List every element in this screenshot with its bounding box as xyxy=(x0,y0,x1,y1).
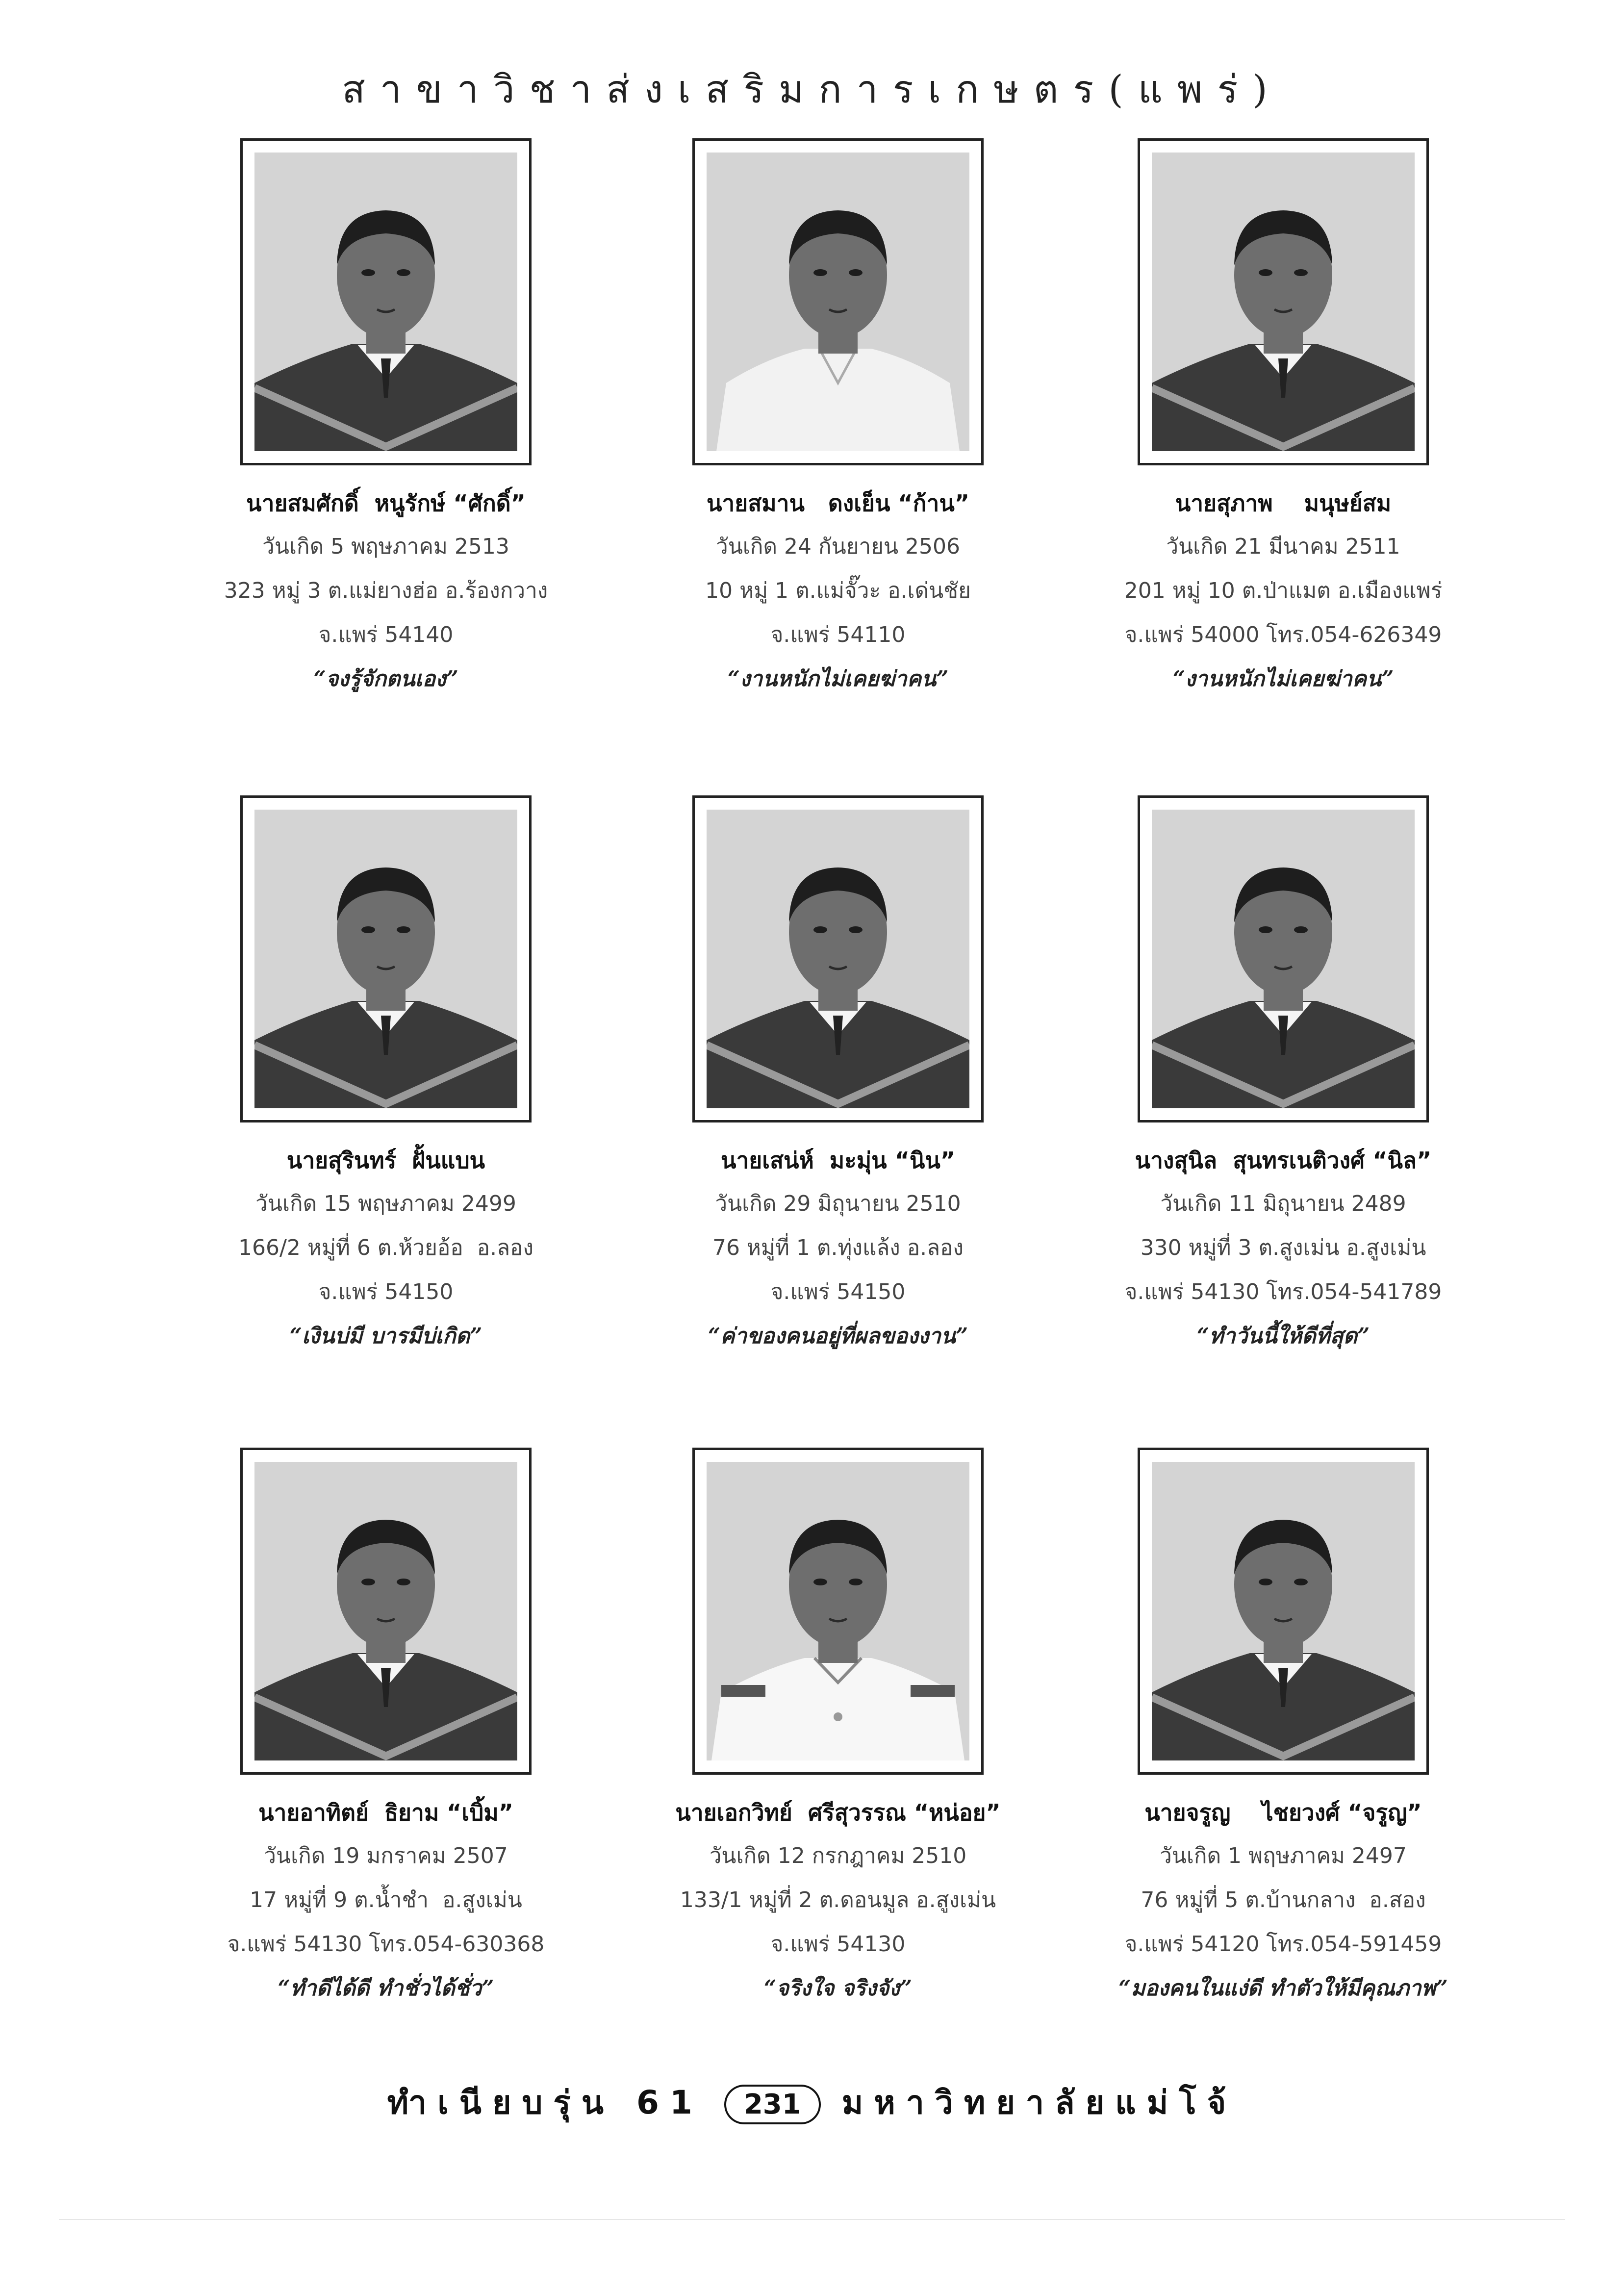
portrait-frame xyxy=(240,138,532,465)
portrait-photo xyxy=(1152,153,1415,451)
person-name: นายสุรินทร์ ฝั้นแบน xyxy=(286,1147,485,1173)
address-line: 166/2 หมู่ที่ 6 ต.ห้วยอ้อ อ.ลอง xyxy=(238,1235,533,1260)
address-line: 17 หมู่ที่ 9 ต.น้ำชำ อ.สูงเม่น xyxy=(250,1887,522,1912)
birth-date: วันเกิด 15 พฤษภาคม 2499 xyxy=(255,1191,516,1216)
birth-date: วันเกิด 19 มกราคม 2507 xyxy=(264,1843,508,1868)
person-name: นายสุภาพ มนุษย์สม xyxy=(1175,490,1392,516)
portrait-frame xyxy=(692,138,984,465)
birth-date: วันเกิด 24 กันยายน 2506 xyxy=(715,534,961,559)
province-phone: จ.แพร่ 54150 xyxy=(318,1279,454,1304)
motto: “ทำดีได้ดี ทำชั่วได้ชั่ว” xyxy=(278,1976,494,2001)
province-phone: จ.แพร่ 54140 xyxy=(318,622,454,647)
motto: “เงินบ่มี บารมีบ่เกิด” xyxy=(289,1324,482,1349)
birth-date: วันเกิด 5 พฤษภาคม 2513 xyxy=(262,534,509,559)
portrait-frame xyxy=(692,1448,984,1775)
address-line: 330 หมู่ที่ 3 ต.สูงเม่น อ.สูงเม่น xyxy=(1140,1235,1426,1260)
portrait-photo xyxy=(254,153,517,451)
person-name: นายอาทิตย์ ธิยาม “เบิ้ม” xyxy=(258,1799,513,1826)
province-phone: จ.แพร่ 54130 โทร.054-541789 xyxy=(1124,1279,1442,1304)
portrait-photo xyxy=(707,1462,969,1760)
portrait-frame xyxy=(1138,138,1429,465)
motto: “จริงใจ จริงจัง” xyxy=(763,1976,913,2001)
motto: “งานหนักไม่เคยฆ่าคน” xyxy=(1172,666,1394,691)
footer-yearbook-label: ทำเนียบรุ่น 61 xyxy=(387,2084,703,2121)
address-line: 10 หมู่ 1 ต.แม่จั๊วะ อ.เด่นชัย xyxy=(705,578,971,603)
portrait-photo xyxy=(254,810,517,1108)
person-name: นายสมศักดิ์ หนูรักษ์ “ศักดิ์” xyxy=(246,490,526,516)
province-phone: จ.แพร่ 54130 โทร.054-630368 xyxy=(227,1932,545,1957)
page-footer xyxy=(0,2077,1624,2128)
page-title: สาขาวิชาส่งเสริมการเกษตร(แพร่) xyxy=(342,68,1282,112)
birth-date: วันเกิด 29 มิถุนายน 2510 xyxy=(715,1191,961,1216)
address-line: 323 หมู่ 3 ต.แม่ยางฮ่อ อ.ร้องกวาง xyxy=(224,578,548,603)
portrait-frame xyxy=(240,1448,532,1775)
portrait-frame xyxy=(692,795,984,1122)
portrait-frame xyxy=(1138,1448,1429,1775)
address-line: 76 หมู่ที่ 1 ต.ทุ่งแล้ง อ.ลอง xyxy=(712,1235,964,1260)
motto: “งานหนักไม่เคยฆ่าคน” xyxy=(727,666,949,691)
person-name: นายเอกวิทย์ ศรีสุวรรณ “หน่อย” xyxy=(675,1799,1001,1826)
province-phone: จ.แพร่ 54110 xyxy=(770,622,906,647)
person-info xyxy=(1015,1139,1551,1358)
person-info xyxy=(1015,1791,1551,2011)
person-name: นายจรูญ ไชยวงศ์ “จรูญ” xyxy=(1144,1799,1422,1826)
portrait-frame xyxy=(240,795,532,1122)
birth-date: วันเกิด 11 มิถุนายน 2489 xyxy=(1160,1191,1406,1216)
address-line: 133/1 หมู่ที่ 2 ต.ดอนมูล อ.สูงเม่น xyxy=(680,1887,996,1912)
person-name: นางสุนิล สุนทรเนติวงศ์ “นิล” xyxy=(1135,1147,1432,1173)
motto: “จงรู้จักตนเอง” xyxy=(313,666,458,691)
portrait-photo xyxy=(707,153,969,451)
page-number: 231 xyxy=(724,2085,821,2124)
footer-university-label: มหาวิทยาลัยแม่โจ้ xyxy=(841,2084,1237,2121)
province-phone: จ.แพร่ 54150 xyxy=(770,1279,906,1304)
province-phone: จ.แพร่ 54130 xyxy=(770,1932,906,1957)
person-info xyxy=(1015,482,1551,701)
birth-date: วันเกิด 12 กรกฎาคม 2510 xyxy=(709,1843,967,1868)
province-phone: จ.แพร่ 54000 โทร.054-626349 xyxy=(1124,622,1442,647)
person-name: นายเสน่ห์ มะมุ่น “นิน” xyxy=(721,1147,955,1173)
portrait-photo xyxy=(707,810,969,1108)
portrait-photo xyxy=(1152,810,1415,1108)
person-name: นายสมาน ดงเย็น “ก้าน” xyxy=(706,490,969,516)
province-phone: จ.แพร่ 54120 โทร.054-591459 xyxy=(1124,1932,1442,1957)
portrait-photo xyxy=(1152,1462,1415,1760)
motto: “ทำวันนี้ให้ดีที่สุด” xyxy=(1196,1324,1370,1349)
motto: “ค่าของคนอยู่ที่ผลของงาน” xyxy=(708,1324,968,1349)
portrait-photo xyxy=(254,1462,517,1760)
portrait-frame xyxy=(1138,795,1429,1122)
birth-date: วันเกิด 21 มีนาคม 2511 xyxy=(1166,534,1400,559)
address-line: 201 หมู่ 10 ต.ป่าแมต อ.เมืองแพร่ xyxy=(1124,578,1443,603)
address-line: 76 หมู่ที่ 5 ต.บ้านกลาง อ.สอง xyxy=(1141,1887,1426,1912)
motto: “มองคนในแง่ดี ทำตัวให้มีคุณภาพ” xyxy=(1118,1976,1448,2001)
birth-date: วันเกิด 1 พฤษภาคม 2497 xyxy=(1160,1843,1407,1868)
bottom-rule xyxy=(59,2219,1565,2220)
